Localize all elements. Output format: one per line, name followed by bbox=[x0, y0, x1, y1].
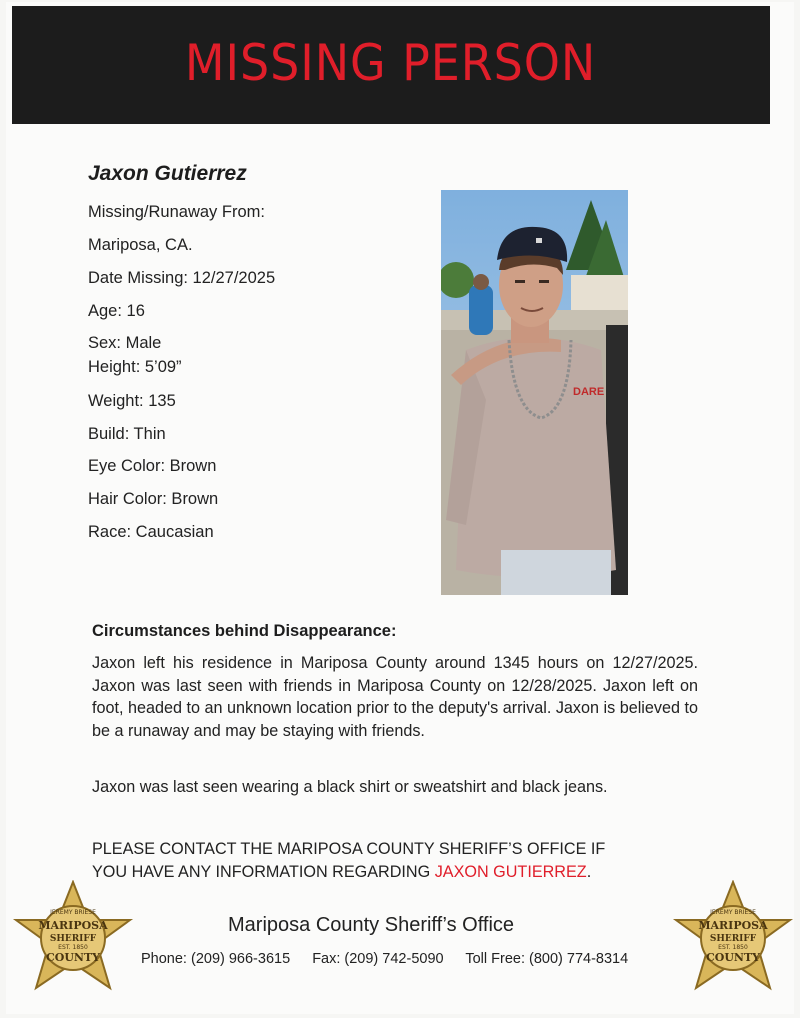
contact-line-2 bbox=[92, 861, 712, 884]
office-name: Mariposa County Sheriff’s Office bbox=[228, 914, 515, 936]
sheriff-badge-icon bbox=[10, 880, 136, 1000]
age: Age: 16 bbox=[88, 302, 145, 320]
circumstances-paragraph-2: Jaxon was last seen wearing a black shirt or sweatshirt and black jeans. bbox=[92, 778, 608, 796]
date-missing: Date Missing: 12/27/2025 bbox=[88, 269, 276, 287]
badge-line-2: SHERIFF bbox=[709, 934, 757, 944]
sex: Sex: Male bbox=[88, 334, 162, 352]
missing-from-value: Mariposa, CA. bbox=[88, 236, 193, 254]
eye-color: Eye Color: Brown bbox=[88, 457, 217, 475]
fax-number: Fax: (209) 742-5090 bbox=[312, 951, 444, 967]
badge-line-1: MARIPOSA bbox=[38, 919, 108, 932]
circumstances-paragraph-1: Jaxon left his residence in Mariposa County around 1345 hours on 12/27/2025. Jaxon was last seen with friends in Mariposa County on 12/28/2025. Jaxon left on foot, headed to an unknown location prior to the deputy's arrival. Jaxon is believed to be a runaway and may be staying with friends. bbox=[92, 654, 699, 740]
phone-number: Phone: (209) 966-3615 bbox=[141, 951, 291, 967]
page-title: MISSING PERSON bbox=[185, 34, 597, 92]
race: Race: Caucasian bbox=[88, 523, 214, 541]
contact-numbers bbox=[141, 951, 646, 967]
height: Height: 5’09” bbox=[88, 358, 182, 376]
badge-line-4: COUNTY bbox=[45, 951, 101, 964]
shirt-logo-text: DARE bbox=[573, 386, 605, 398]
person-name: Jaxon Gutierrez bbox=[88, 162, 247, 185]
contact-person-name: JAXON GUTIERREZ bbox=[434, 862, 587, 881]
contact-line-1: PLEASE CONTACT THE MARIPOSA COUNTY SHERIFF’S OFFICE IF bbox=[92, 840, 606, 858]
badge-top-text: JEREMY BRIESE bbox=[50, 909, 96, 916]
badge-top-text: JEREMY BRIESE bbox=[710, 909, 756, 916]
missing-from-label: Missing/Runaway From: bbox=[88, 203, 265, 221]
badge-line-3: EST. 1850 bbox=[58, 944, 88, 951]
contact-line-2-prefix: YOU HAVE ANY INFORMATION REGARDING bbox=[92, 862, 435, 881]
hair-color: Hair Color: Brown bbox=[88, 490, 219, 508]
build: Build: Thin bbox=[88, 425, 166, 443]
contact-line-2-suffix: . bbox=[586, 862, 592, 881]
circumstances-title: Circumstances behind Disappearance: bbox=[92, 622, 397, 640]
contact-notice bbox=[92, 838, 712, 883]
badge-line-1: MARIPOSA bbox=[698, 919, 768, 932]
sheriff-badge-icon bbox=[670, 880, 796, 1000]
badge-line-4: COUNTY bbox=[705, 951, 761, 964]
weight: Weight: 135 bbox=[88, 392, 176, 410]
person-photo bbox=[441, 190, 628, 595]
toll-free-number: Toll Free: (800) 774-8314 bbox=[465, 951, 629, 967]
badge-line-2: SHERIFF bbox=[49, 934, 97, 944]
badge-line-3: EST. 1850 bbox=[718, 944, 748, 951]
header-banner bbox=[12, 6, 770, 124]
